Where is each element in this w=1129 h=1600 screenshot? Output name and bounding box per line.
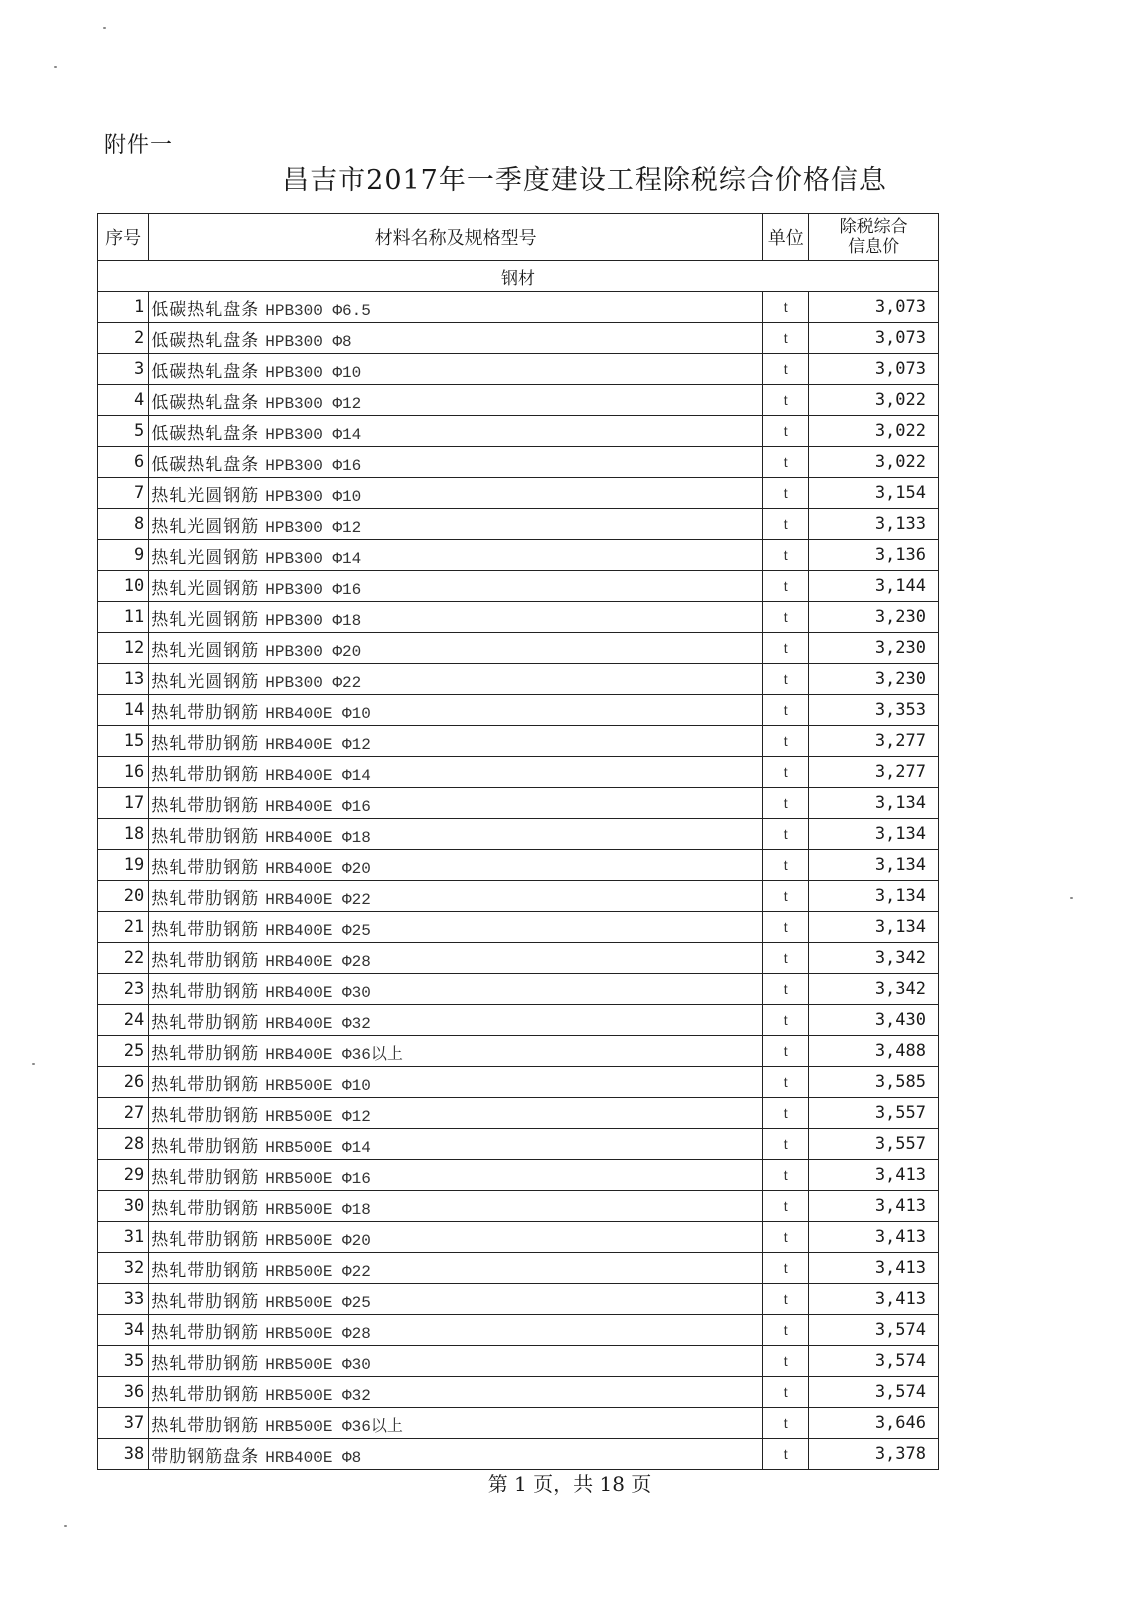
- material-name: 热轧带肋钢筋: [151, 919, 260, 940]
- material-spec: HRB400E Φ25: [265, 921, 371, 940]
- unit-cell: t: [763, 974, 809, 1005]
- category-label: 钢材: [98, 261, 939, 292]
- row-number: 1: [98, 292, 149, 323]
- unit-cell: t: [763, 695, 809, 726]
- row-number: 30: [98, 1191, 149, 1222]
- price-cell: 3,430: [809, 1005, 939, 1036]
- row-number: 7: [98, 478, 149, 509]
- price-cell: 3,230: [809, 602, 939, 633]
- unit-cell: t: [763, 571, 809, 602]
- price-cell: 3,136: [809, 540, 939, 571]
- unit-cell: t: [763, 478, 809, 509]
- material-cell: [149, 912, 763, 943]
- material-cell: [149, 478, 763, 509]
- material-spec: HRB400E Φ20: [265, 859, 371, 878]
- unit-cell: t: [763, 540, 809, 571]
- price-cell: 3,378: [809, 1439, 939, 1470]
- material-cell: [149, 1346, 763, 1377]
- material-cell: [149, 819, 763, 850]
- price-cell: 3,488: [809, 1036, 939, 1067]
- unit-cell: t: [763, 757, 809, 788]
- price-cell: 3,277: [809, 757, 939, 788]
- unit-cell: t: [763, 1222, 809, 1253]
- material-cell: [149, 354, 763, 385]
- row-number: 27: [98, 1098, 149, 1129]
- material-name: 热轧光圆钢筋: [151, 516, 260, 537]
- unit-cell: t: [763, 323, 809, 354]
- row-number: 8: [98, 509, 149, 540]
- material-name: 热轧带肋钢筋: [151, 1415, 260, 1436]
- row-number: 24: [98, 1005, 149, 1036]
- material-cell: [149, 1129, 763, 1160]
- price-cell: 3,574: [809, 1346, 939, 1377]
- table-row: [98, 1191, 939, 1222]
- material-spec: HPB300 Φ16: [265, 580, 362, 599]
- row-number: 35: [98, 1346, 149, 1377]
- row-number: 36: [98, 1377, 149, 1408]
- material-name: 热轧带肋钢筋: [151, 1074, 260, 1095]
- price-cell: 3,230: [809, 664, 939, 695]
- material-cell: [149, 1253, 763, 1284]
- material-name: 热轧光圆钢筋: [151, 578, 260, 599]
- price-cell: 3,585: [809, 1067, 939, 1098]
- material-spec: HPB300 Φ10: [265, 363, 362, 382]
- material-spec: HPB300 Φ6.5: [265, 301, 371, 320]
- price-cell: 3,154: [809, 478, 939, 509]
- table-row: [98, 1160, 939, 1191]
- table-row: [98, 1067, 939, 1098]
- material-spec: HRB500E Φ25: [265, 1293, 371, 1312]
- material-cell: [149, 323, 763, 354]
- material-cell: [149, 1098, 763, 1129]
- material-name: 热轧带肋钢筋: [151, 1353, 260, 1374]
- row-number: 34: [98, 1315, 149, 1346]
- row-number: 2: [98, 323, 149, 354]
- unit-cell: t: [763, 1284, 809, 1315]
- table-row: [98, 323, 939, 354]
- unit-cell: t: [763, 633, 809, 664]
- row-number: 15: [98, 726, 149, 757]
- material-cell: [149, 1439, 763, 1470]
- material-cell: [149, 974, 763, 1005]
- material-name: 热轧光圆钢筋: [151, 547, 260, 568]
- price-cell: 3,073: [809, 323, 939, 354]
- price-cell: 3,230: [809, 633, 939, 664]
- price-cell: 3,022: [809, 447, 939, 478]
- row-number: 13: [98, 664, 149, 695]
- table-row: [98, 1408, 939, 1439]
- material-spec: HPB300 Φ18: [265, 611, 362, 630]
- row-number: 16: [98, 757, 149, 788]
- table-row: [98, 912, 939, 943]
- unit-cell: t: [763, 1005, 809, 1036]
- material-name: 热轧带肋钢筋: [151, 1229, 260, 1250]
- price-cell: 3,342: [809, 943, 939, 974]
- material-cell: [149, 1036, 763, 1067]
- material-cell: [149, 1160, 763, 1191]
- material-cell: [149, 633, 763, 664]
- material-name: 热轧带肋钢筋: [151, 1384, 260, 1405]
- row-number: 10: [98, 571, 149, 602]
- row-number: 3: [98, 354, 149, 385]
- material-cell: [149, 1315, 763, 1346]
- material-name: 热轧带肋钢筋: [151, 826, 260, 847]
- unit-cell: t: [763, 602, 809, 633]
- material-name: 热轧带肋钢筋: [151, 950, 260, 971]
- material-name: 热轧带肋钢筋: [151, 981, 260, 1002]
- material-spec: HRB500E Φ22: [265, 1262, 371, 1281]
- table-row: [98, 819, 939, 850]
- unit-cell: t: [763, 1253, 809, 1284]
- price-cell: 3,073: [809, 292, 939, 323]
- material-cell: [149, 1222, 763, 1253]
- price-cell: 3,134: [809, 912, 939, 943]
- header-no: 序号: [98, 214, 149, 261]
- table-row: [98, 571, 939, 602]
- material-spec: HRB400E Φ18: [265, 828, 371, 847]
- material-spec: HPB300 Φ22: [265, 673, 362, 692]
- header-price-line2: 信息价: [848, 237, 900, 257]
- table-row: [98, 726, 939, 757]
- row-number: 5: [98, 416, 149, 447]
- unit-cell: t: [763, 1067, 809, 1098]
- table-row: [98, 1315, 939, 1346]
- row-number: 9: [98, 540, 149, 571]
- table-header-row: [98, 214, 939, 261]
- table-row: [98, 478, 939, 509]
- material-spec: HRB400E Φ32: [265, 1014, 371, 1033]
- table-row: [98, 292, 939, 323]
- material-cell: [149, 540, 763, 571]
- unit-cell: t: [763, 881, 809, 912]
- scan-speck: [103, 27, 106, 29]
- unit-cell: t: [763, 726, 809, 757]
- scan-speck: [64, 1525, 67, 1527]
- material-spec: HRB500E Φ32: [265, 1386, 371, 1405]
- material-spec: HRB500E Φ36以上: [265, 1417, 403, 1436]
- material-cell: [149, 943, 763, 974]
- row-number: 6: [98, 447, 149, 478]
- row-number: 25: [98, 1036, 149, 1067]
- table-row: [98, 664, 939, 695]
- material-name: 热轧带肋钢筋: [151, 1167, 260, 1188]
- material-name: 热轧带肋钢筋: [151, 1198, 260, 1219]
- material-spec: HPB300 Φ12: [265, 518, 362, 537]
- material-cell: [149, 1067, 763, 1098]
- material-spec: HPB300 Φ8: [265, 332, 352, 351]
- scan-speck: [1070, 897, 1073, 899]
- material-spec: HRB400E Φ30: [265, 983, 371, 1002]
- row-number: 32: [98, 1253, 149, 1284]
- material-name: 热轧带肋钢筋: [151, 1291, 260, 1312]
- unit-cell: t: [763, 1191, 809, 1222]
- row-number: 31: [98, 1222, 149, 1253]
- material-cell: [149, 788, 763, 819]
- material-spec: HRB400E Φ14: [265, 766, 371, 785]
- material-spec: HPB300 Φ20: [265, 642, 362, 661]
- price-cell: 3,646: [809, 1408, 939, 1439]
- header-price-line1: 除税综合: [839, 217, 908, 237]
- row-number: 20: [98, 881, 149, 912]
- material-cell: [149, 1284, 763, 1315]
- material-name: 带肋钢筋盘条: [151, 1446, 260, 1467]
- scan-speck: [54, 66, 57, 68]
- unit-cell: t: [763, 1160, 809, 1191]
- table-row: [98, 633, 939, 664]
- table-row: [98, 354, 939, 385]
- table-row: [98, 416, 939, 447]
- price-cell: 3,413: [809, 1253, 939, 1284]
- material-name: 低碳热轧盘条: [151, 330, 260, 351]
- row-number: 33: [98, 1284, 149, 1315]
- table-row: [98, 850, 939, 881]
- material-spec: HRB500E Φ28: [265, 1324, 371, 1343]
- unit-cell: t: [763, 509, 809, 540]
- price-cell: 3,134: [809, 788, 939, 819]
- price-cell: 3,557: [809, 1098, 939, 1129]
- material-cell: [149, 695, 763, 726]
- material-name: 热轧带肋钢筋: [151, 702, 260, 723]
- unit-cell: t: [763, 292, 809, 323]
- material-cell: [149, 509, 763, 540]
- table-row: [98, 509, 939, 540]
- unit-cell: t: [763, 1408, 809, 1439]
- material-name: 热轧带肋钢筋: [151, 1105, 260, 1126]
- material-name: 低碳热轧盘条: [151, 299, 260, 320]
- unit-cell: t: [763, 416, 809, 447]
- unit-cell: t: [763, 943, 809, 974]
- unit-cell: t: [763, 850, 809, 881]
- material-name: 热轧光圆钢筋: [151, 640, 260, 661]
- material-cell: [149, 571, 763, 602]
- material-spec: HRB400E Φ22: [265, 890, 371, 909]
- material-name: 热轧带肋钢筋: [151, 795, 260, 816]
- material-cell: [149, 602, 763, 633]
- row-number: 12: [98, 633, 149, 664]
- table-row: [98, 1129, 939, 1160]
- row-number: 26: [98, 1067, 149, 1098]
- material-cell: [149, 1377, 763, 1408]
- unit-cell: t: [763, 664, 809, 695]
- material-name: 热轧带肋钢筋: [151, 1322, 260, 1343]
- unit-cell: t: [763, 1098, 809, 1129]
- table-row: [98, 1439, 939, 1470]
- material-spec: HPB300 Φ16: [265, 456, 362, 475]
- material-cell: [149, 726, 763, 757]
- price-cell: 3,134: [809, 850, 939, 881]
- unit-cell: t: [763, 788, 809, 819]
- scan-speck: [32, 1063, 35, 1065]
- price-cell: 3,413: [809, 1284, 939, 1315]
- row-number: 11: [98, 602, 149, 633]
- material-name: 低碳热轧盘条: [151, 392, 260, 413]
- material-spec: HRB400E Φ16: [265, 797, 371, 816]
- row-number: 38: [98, 1439, 149, 1470]
- material-name: 低碳热轧盘条: [151, 454, 260, 475]
- table-row: [98, 695, 939, 726]
- row-number: 19: [98, 850, 149, 881]
- price-cell: 3,353: [809, 695, 939, 726]
- material-spec: HRB400E Φ12: [265, 735, 371, 754]
- material-name: 热轧带肋钢筋: [151, 764, 260, 785]
- unit-cell: t: [763, 912, 809, 943]
- material-spec: HPB300 Φ14: [265, 425, 362, 444]
- price-cell: 3,413: [809, 1160, 939, 1191]
- material-cell: [149, 447, 763, 478]
- category-row: [98, 261, 939, 292]
- table-row: [98, 1005, 939, 1036]
- material-spec: HRB500E Φ14: [265, 1138, 371, 1157]
- row-number: 21: [98, 912, 149, 943]
- material-cell: [149, 292, 763, 323]
- price-cell: 3,022: [809, 416, 939, 447]
- material-spec: HPB300 Φ14: [265, 549, 362, 568]
- header-price: [809, 214, 939, 261]
- material-name: 低碳热轧盘条: [151, 423, 260, 444]
- table-row: [98, 447, 939, 478]
- row-number: 18: [98, 819, 149, 850]
- row-number: 37: [98, 1408, 149, 1439]
- material-cell: [149, 664, 763, 695]
- attachment-label: 附件一: [104, 133, 174, 158]
- material-cell: [149, 881, 763, 912]
- material-name: 热轧带肋钢筋: [151, 1136, 260, 1157]
- material-spec: HRB400E Φ10: [265, 704, 371, 723]
- row-number: 29: [98, 1160, 149, 1191]
- table-row: [98, 1284, 939, 1315]
- material-cell: [149, 757, 763, 788]
- price-cell: 3,342: [809, 974, 939, 1005]
- material-spec: HRB400E Φ28: [265, 952, 371, 971]
- price-cell: 3,134: [809, 819, 939, 850]
- material-cell: [149, 1191, 763, 1222]
- material-cell: [149, 850, 763, 881]
- unit-cell: t: [763, 1036, 809, 1067]
- material-spec: HPB300 Φ10: [265, 487, 362, 506]
- header-name: 材料名称及规格型号: [149, 214, 763, 261]
- table-row: [98, 1036, 939, 1067]
- table-row: [98, 1098, 939, 1129]
- material-name: 热轧带肋钢筋: [151, 888, 260, 909]
- table-row: [98, 1253, 939, 1284]
- table-row: [98, 1377, 939, 1408]
- table-row: [98, 602, 939, 633]
- price-cell: 3,277: [809, 726, 939, 757]
- unit-cell: t: [763, 385, 809, 416]
- page-footer: 第 1 页，共 18 页: [487, 1472, 652, 1496]
- price-cell: 3,022: [809, 385, 939, 416]
- price-cell: 3,557: [809, 1129, 939, 1160]
- material-name: 热轧带肋钢筋: [151, 1043, 260, 1064]
- unit-cell: t: [763, 1346, 809, 1377]
- price-cell: 3,574: [809, 1377, 939, 1408]
- price-cell: 3,413: [809, 1191, 939, 1222]
- material-name: 热轧光圆钢筋: [151, 671, 260, 692]
- table-row: [98, 943, 939, 974]
- table-row: [98, 757, 939, 788]
- material-spec: HRB500E Φ10: [265, 1076, 371, 1095]
- material-cell: [149, 1408, 763, 1439]
- row-number: 4: [98, 385, 149, 416]
- table-row: [98, 1346, 939, 1377]
- table-row: [98, 788, 939, 819]
- material-spec: HRB500E Φ18: [265, 1200, 371, 1219]
- table-row: [98, 385, 939, 416]
- header-unit: 单位: [763, 214, 809, 261]
- material-name: 热轧带肋钢筋: [151, 1260, 260, 1281]
- material-name: 热轧光圆钢筋: [151, 609, 260, 630]
- material-name: 热轧光圆钢筋: [151, 485, 260, 506]
- price-cell: 3,144: [809, 571, 939, 602]
- table-row: [98, 881, 939, 912]
- material-name: 热轧带肋钢筋: [151, 733, 260, 754]
- material-spec: HRB400E Φ8: [265, 1448, 362, 1467]
- material-spec: HRB500E Φ12: [265, 1107, 371, 1126]
- material-spec: HPB300 Φ12: [265, 394, 362, 413]
- material-cell: [149, 1005, 763, 1036]
- row-number: 14: [98, 695, 149, 726]
- material-name: 热轧带肋钢筋: [151, 857, 260, 878]
- unit-cell: t: [763, 1129, 809, 1160]
- price-cell: 3,134: [809, 881, 939, 912]
- row-number: 23: [98, 974, 149, 1005]
- price-cell: 3,413: [809, 1222, 939, 1253]
- price-table: [97, 213, 939, 1470]
- price-cell: 3,133: [809, 509, 939, 540]
- unit-cell: t: [763, 447, 809, 478]
- row-number: 28: [98, 1129, 149, 1160]
- unit-cell: t: [763, 354, 809, 385]
- unit-cell: t: [763, 819, 809, 850]
- unit-cell: t: [763, 1439, 809, 1470]
- row-number: 17: [98, 788, 149, 819]
- material-name: 低碳热轧盘条: [151, 361, 260, 382]
- price-cell: 3,574: [809, 1315, 939, 1346]
- price-cell: 3,073: [809, 354, 939, 385]
- unit-cell: t: [763, 1377, 809, 1408]
- table-row: [98, 540, 939, 571]
- material-spec: HRB500E Φ30: [265, 1355, 371, 1374]
- table-row: [98, 974, 939, 1005]
- material-spec: HRB400E Φ36以上: [265, 1045, 403, 1064]
- material-cell: [149, 385, 763, 416]
- material-name: 热轧带肋钢筋: [151, 1012, 260, 1033]
- row-number: 22: [98, 943, 149, 974]
- material-cell: [149, 416, 763, 447]
- material-spec: HRB500E Φ16: [265, 1169, 371, 1188]
- page-title: 昌吉市2017年一季度建设工程除税综合价格信息: [282, 165, 887, 196]
- unit-cell: t: [763, 1315, 809, 1346]
- material-spec: HRB500E Φ20: [265, 1231, 371, 1250]
- table-row: [98, 1222, 939, 1253]
